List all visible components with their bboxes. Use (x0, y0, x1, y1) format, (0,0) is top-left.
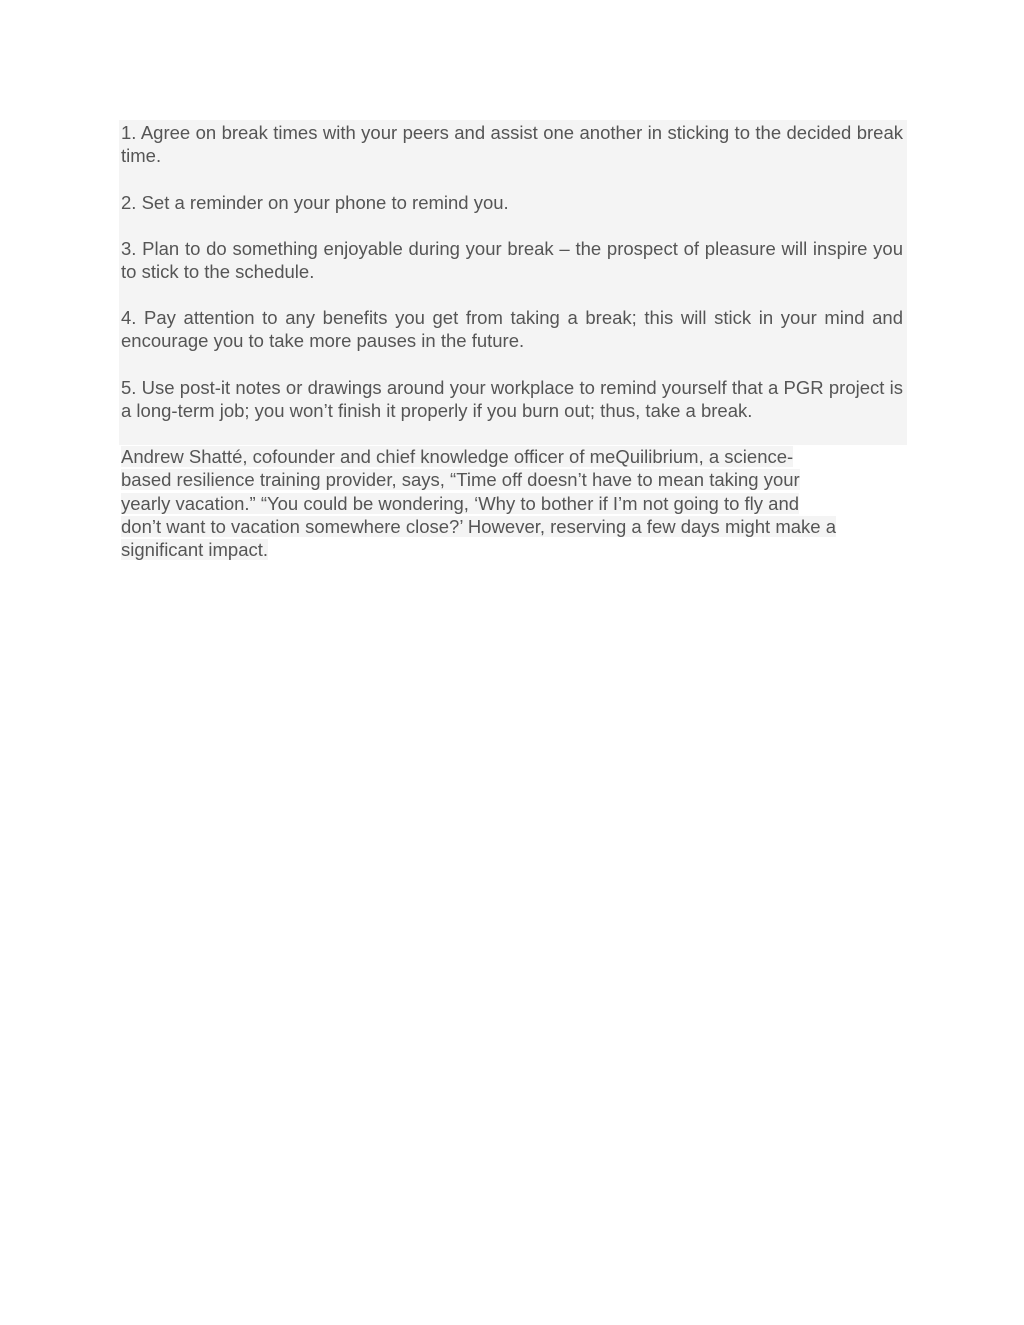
quote-line: yearly vacation.” “You could be wondering, ‘Why to bother if I’m not going to fly and (121, 492, 800, 514)
quote-paragraph (121, 445, 911, 561)
tip-item: 3. Plan to do something enjoyable during your break – the prospect of pleasure will inspire you to stick to the schedule. (121, 238, 903, 283)
tip-item: 5. Use post-it notes or drawings around your workplace to remind yourself that a PGR project is a long-term job; you won’t finish it properly if you burn out; thus, take a break. (121, 377, 903, 422)
quote-line: Andrew Shatté, cofounder and chief knowledge officer of meQuilibrium, a science- (121, 446, 794, 467)
tip-item: 1. Agree on break times with your peers and assist one another in sticking to the decided break time. (121, 122, 903, 167)
quote-line: based resilience training provider, says, “Time off doesn’t have to mean taking your (121, 469, 800, 491)
quote-line: don’t want to vacation somewhere close?’ However, reserving a few days might make a (121, 515, 836, 537)
quote-line: significant impact. (121, 539, 269, 561)
tip-item: 2. Set a reminder on your phone to remind you. (121, 192, 509, 213)
tip-item: 4. Pay attention to any benefits you get from taking a break; this will stick in your mind and encourage you to take more pauses in the future. (121, 307, 903, 352)
